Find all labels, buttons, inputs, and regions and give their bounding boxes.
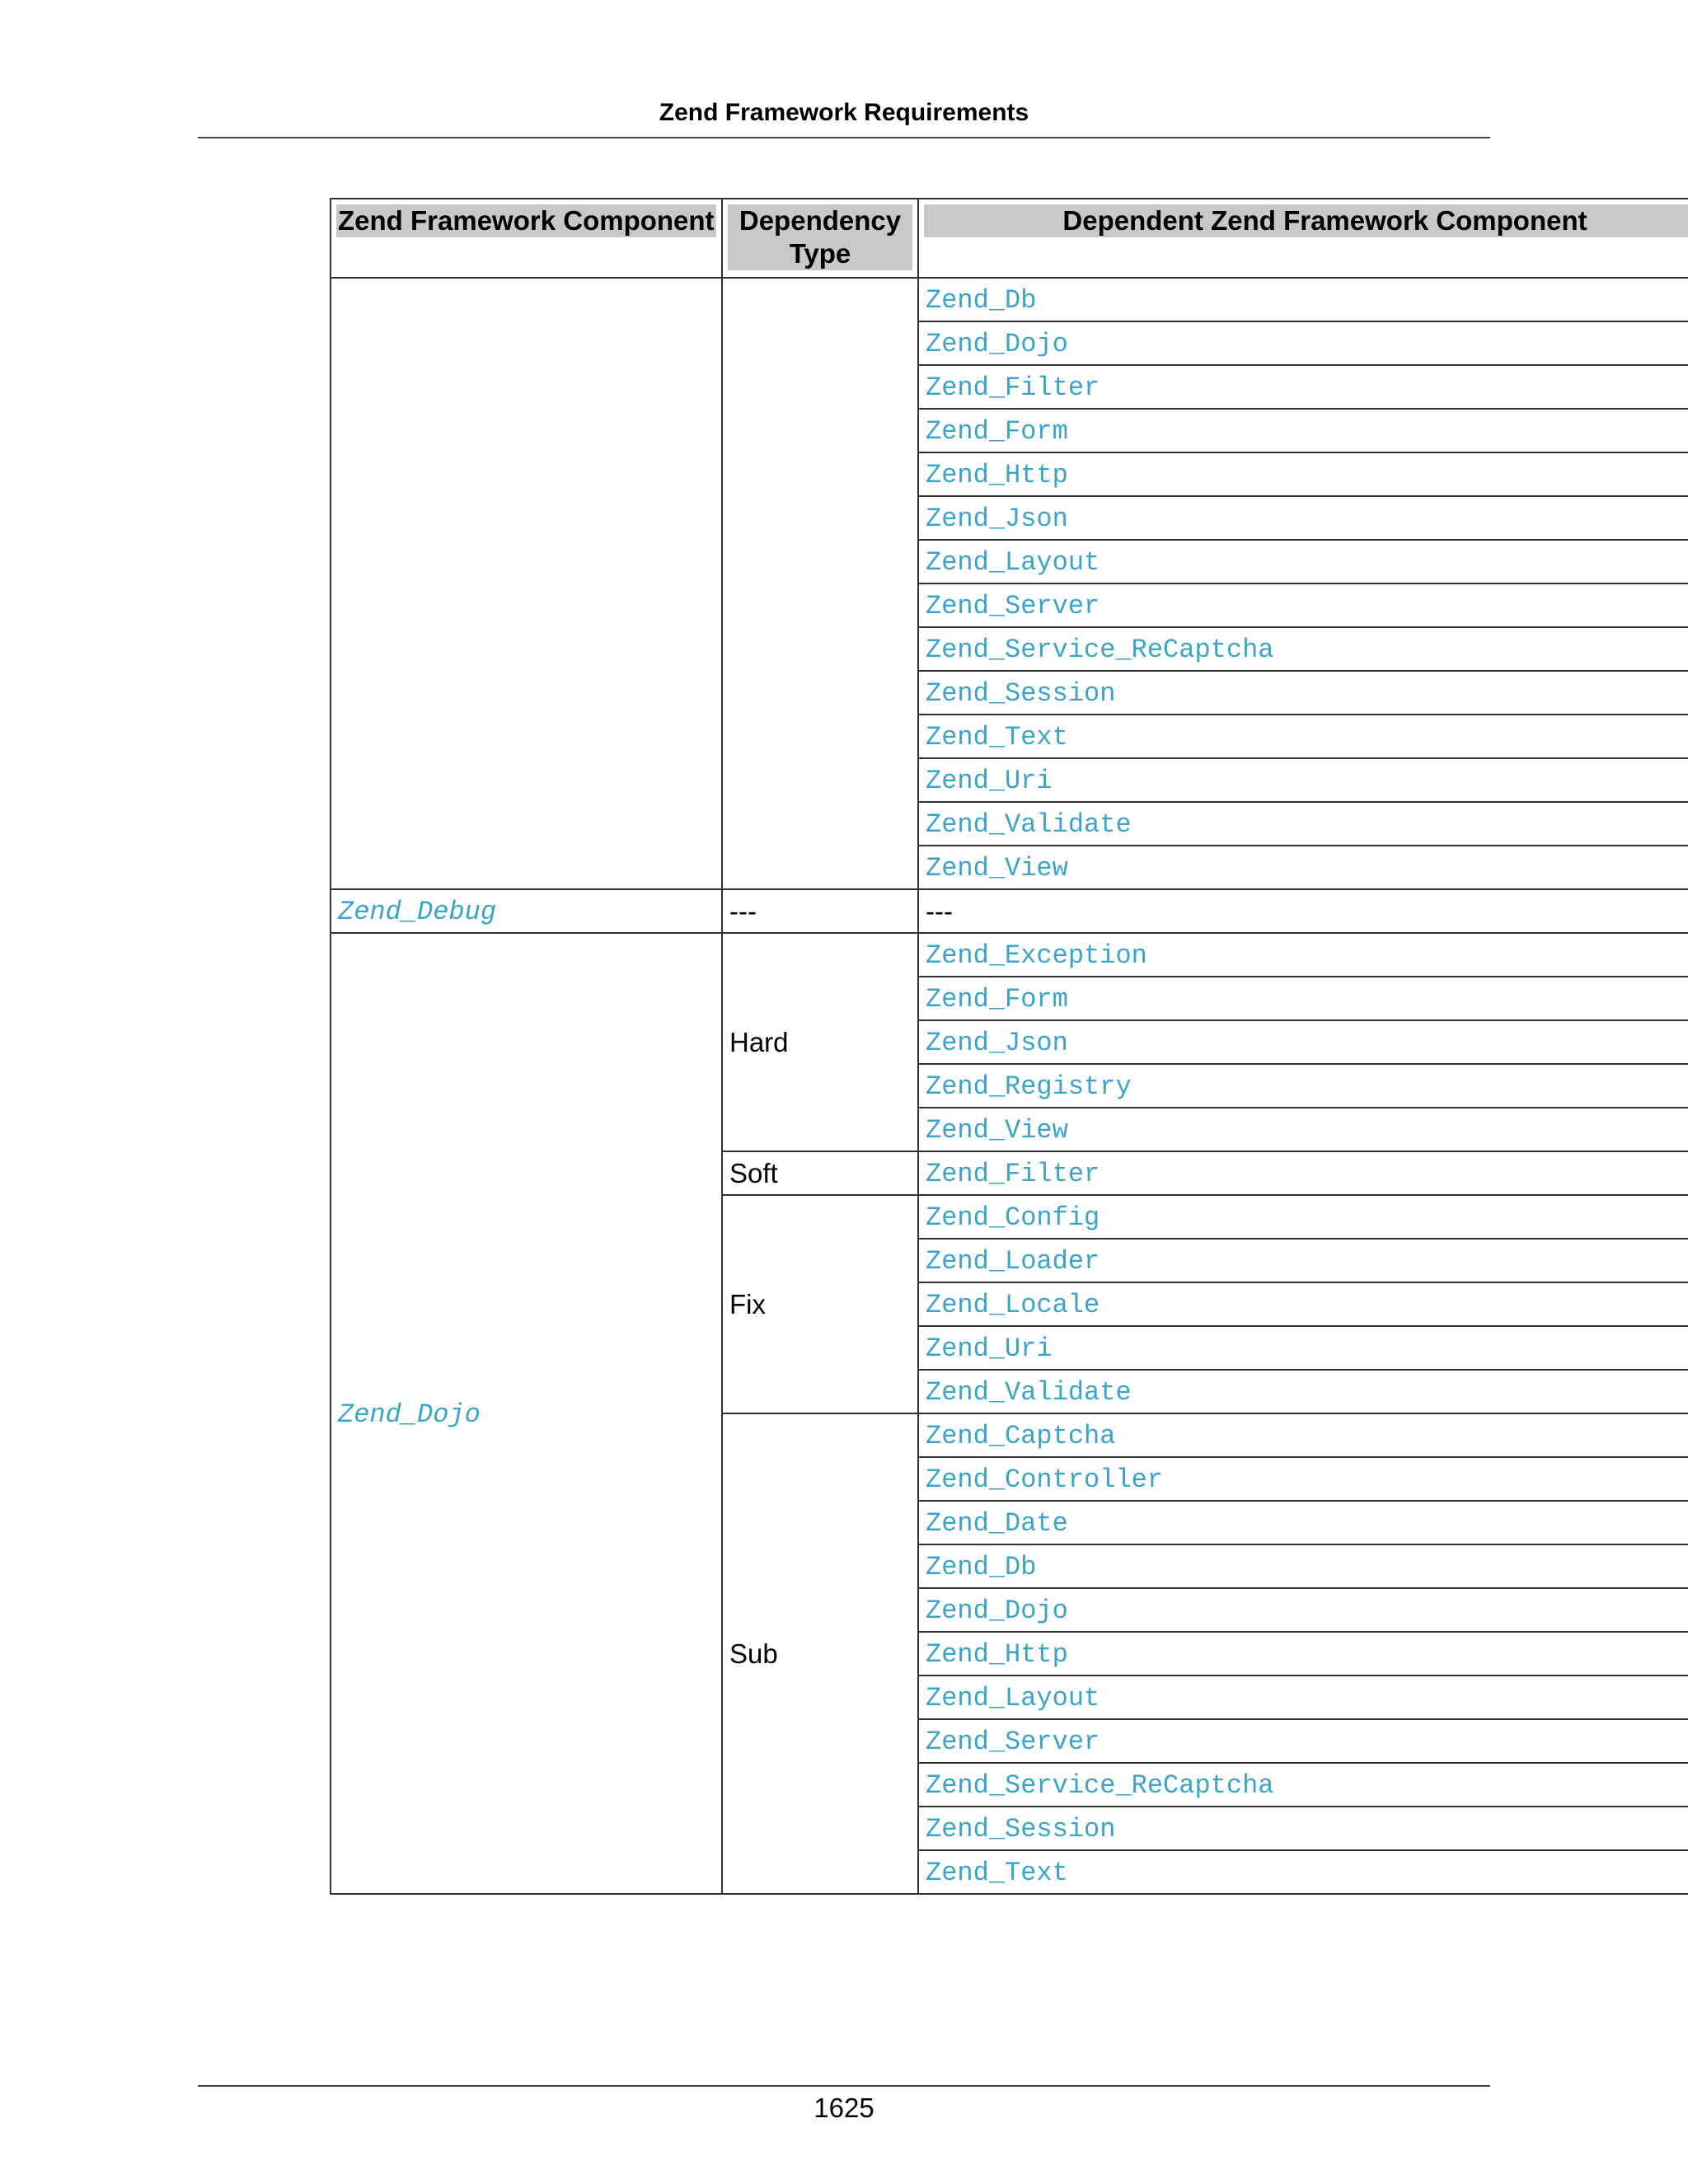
dependent-component-cell (918, 1501, 1688, 1544)
footer-rule (198, 2085, 1490, 2087)
column-header-dependency-type: Dependency Type (722, 199, 918, 278)
dependent-component-link[interactable]: Zend_Registry (926, 1071, 1132, 1102)
dependent-component-cell (918, 1326, 1688, 1370)
dependent-component-link[interactable]: Zend_Loader (926, 1246, 1100, 1277)
dependent-component-cell (918, 1588, 1688, 1632)
dependent-component-cell (918, 846, 1688, 889)
dependent-component-cell (918, 671, 1688, 715)
dependent-component-cell (918, 1457, 1688, 1501)
dependent-component-cell (918, 1239, 1688, 1282)
requirements-table-container (330, 198, 1688, 1961)
dependent-component-cell (918, 715, 1688, 758)
header-rule (198, 137, 1490, 138)
dependent-component-cell (918, 452, 1688, 496)
dependent-component-link[interactable]: Zend_Validate (926, 1377, 1132, 1408)
dependent-component-link[interactable]: Zend_Http (926, 460, 1068, 490)
dependency-type-soft: Soft (722, 1151, 918, 1195)
dependency-type-sub: Sub (722, 1413, 918, 1894)
dependent-component-cell (918, 1064, 1688, 1108)
dependent-component-cell (918, 758, 1688, 802)
page-number: 1625 (814, 2093, 874, 2123)
dependent-component-link[interactable]: Zend_Service_ReCaptcha (926, 635, 1274, 665)
dependent-component-link[interactable]: Zend_Server (926, 1727, 1100, 1757)
dependent-component-link[interactable]: Zend_Db (926, 1552, 1037, 1582)
dependent-component-link[interactable]: Zend_Uri (926, 1333, 1053, 1364)
dependent-component-link[interactable]: Zend_Date (926, 1508, 1068, 1539)
dependent-component-link[interactable]: Zend_View (926, 1115, 1068, 1146)
dependent-component-cell (918, 1719, 1688, 1763)
table-row-zend-debug (331, 889, 1688, 933)
dependent-component-link[interactable]: Zend_Session (926, 1814, 1116, 1844)
component-cell (331, 889, 722, 933)
dependent-component-cell: --- (918, 889, 1688, 933)
dependent-component-link[interactable]: Zend_Controller (926, 1465, 1164, 1495)
dependent-component-cell (918, 1108, 1688, 1151)
dependent-component-cell (918, 1195, 1688, 1239)
dependency-type-cell-empty (722, 278, 918, 889)
dependent-component-link[interactable]: Zend_Dojo (926, 329, 1068, 359)
dependent-component-cell (918, 365, 1688, 409)
column-header-dependent-component: Dependent Zend Framework Component (918, 199, 1688, 278)
dependent-component-link[interactable]: Zend_Uri (926, 766, 1053, 796)
dependent-component-link[interactable]: Zend_Locale (926, 1290, 1100, 1320)
dependent-component-cell (918, 321, 1688, 365)
dependent-component-cell (918, 1151, 1688, 1195)
dependent-component-cell (918, 278, 1688, 321)
dependent-component-cell (918, 802, 1688, 846)
dependent-component-link[interactable]: Zend_Json (926, 504, 1068, 534)
page-title: Zend Framework Requirements (659, 99, 1029, 126)
dependent-component-link[interactable]: Zend_Http (926, 1639, 1068, 1670)
dependent-component-link[interactable]: Zend_Session (926, 678, 1116, 709)
dependent-component-link[interactable]: Zend_Filter (926, 1159, 1100, 1189)
dependent-component-cell (918, 1675, 1688, 1719)
dependent-component-cell (918, 1850, 1688, 1894)
dependent-component-link[interactable]: Zend_View (926, 853, 1068, 883)
dependent-component-link[interactable]: Zend_Form (926, 416, 1068, 447)
dependent-component-link[interactable]: Zend_Config (926, 1202, 1100, 1233)
dependent-component-link[interactable]: Zend_Layout (926, 1683, 1100, 1713)
dependent-component-cell (918, 1370, 1688, 1413)
dependent-component-link[interactable]: Zend_Json (926, 1028, 1068, 1058)
dependent-component-cell (918, 1544, 1688, 1588)
component-cell-empty (331, 278, 722, 889)
dependent-component-link[interactable]: Zend_Exception (926, 940, 1147, 971)
table-row (331, 278, 1688, 321)
component-link-zend-debug[interactable]: Zend_Debug (338, 897, 497, 927)
dependent-component-cell (918, 1020, 1688, 1064)
dependent-component-cell (918, 977, 1688, 1020)
dependent-component-cell (918, 933, 1688, 977)
dependent-component-cell (918, 1632, 1688, 1675)
dependent-component-cell (918, 540, 1688, 583)
dependent-component-link[interactable]: Zend_Form (926, 984, 1068, 1015)
dependent-component-cell (918, 1282, 1688, 1326)
table-row (331, 933, 1688, 977)
dependent-component-cell (918, 627, 1688, 671)
dependent-component-cell (918, 496, 1688, 540)
dependent-component-cell (918, 409, 1688, 452)
dependent-component-link[interactable]: Zend_Layout (926, 547, 1100, 578)
dependency-type-hard: Hard (722, 933, 918, 1151)
dependent-component-cell (918, 1763, 1688, 1807)
dependent-component-cell (918, 1413, 1688, 1457)
component-link-zend-dojo[interactable]: Zend_Dojo (338, 1399, 481, 1430)
dependent-component-cell (918, 583, 1688, 627)
dependent-component-link[interactable]: Zend_Service_ReCaptcha (926, 1770, 1274, 1801)
table-header-row (331, 199, 1688, 278)
dependent-component-link[interactable]: Zend_Validate (926, 809, 1132, 840)
table-body (331, 278, 1688, 1894)
requirements-table (330, 198, 1688, 1895)
column-header-component: Zend Framework Component (331, 199, 722, 278)
dependency-type-cell: --- (722, 889, 918, 933)
dependent-component-link[interactable]: Zend_Text (926, 1858, 1068, 1888)
dependent-component-link[interactable]: Zend_Db (926, 285, 1037, 316)
dependent-component-link[interactable]: Zend_Captcha (926, 1421, 1116, 1451)
dependent-component-link[interactable]: Zend_Text (926, 722, 1068, 752)
component-cell (331, 933, 722, 1894)
dependent-component-cell (918, 1807, 1688, 1850)
dependent-component-link[interactable]: Zend_Dojo (926, 1596, 1068, 1626)
dependent-component-link[interactable]: Zend_Server (926, 591, 1100, 621)
dependency-type-fix: Fix (722, 1195, 918, 1413)
dependent-component-link[interactable]: Zend_Filter (926, 373, 1100, 403)
